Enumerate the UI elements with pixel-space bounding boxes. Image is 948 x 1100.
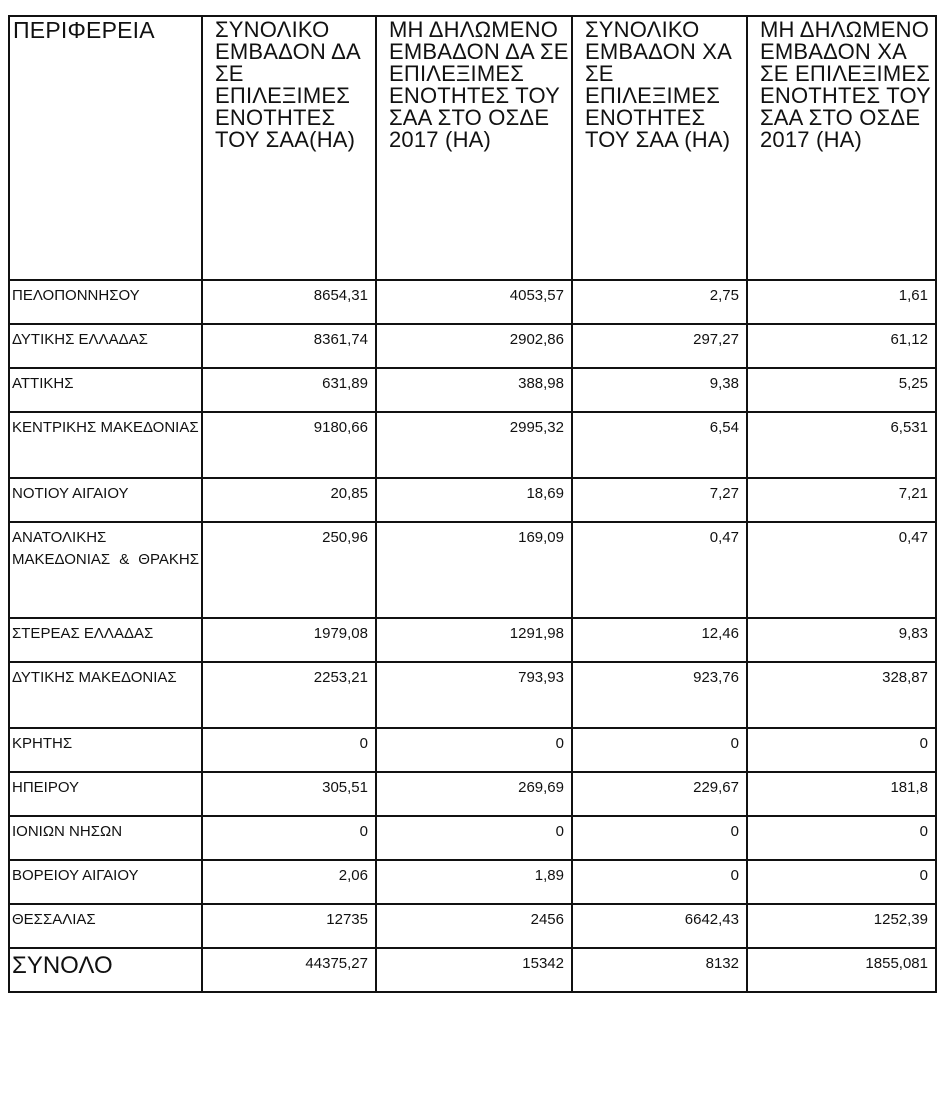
total-xa-cell: 12,46 xyxy=(572,618,747,662)
total-da-cell: 0 xyxy=(202,816,376,860)
table-row xyxy=(9,280,936,324)
undeclared-xa-cell: 181,8 xyxy=(747,772,936,816)
undeclared-da-cell: 169,09 xyxy=(376,522,572,618)
total-xa-cell: 8132 xyxy=(572,948,747,992)
total-da-cell: 2,06 xyxy=(202,860,376,904)
region-cell: ΑΤΤΙΚΗΣ xyxy=(9,368,202,412)
header-total-da: ΣΥΝΟΛΙΚΟ ΕΜΒΑΔΟΝ ΔΑ ΣΕ ΕΠΙΛΕΞΙΜΕΣ ΕΝΟΤΗΤΕΣ ΤΟΥ ΣΑΑ(HA) xyxy=(202,16,376,280)
total-xa-cell: 229,67 xyxy=(572,772,747,816)
header-total-xa: ΣΥΝΟΛΙΚΟ ΕΜΒΑΔΟΝ ΧΑ ΣΕ ΕΠΙΛΕΞΙΜΕΣ ΕΝΟΤΗΤΕΣ ΤΟΥ ΣΑΑ (HA) xyxy=(572,16,747,280)
total-da-cell: 2253,21 xyxy=(202,662,376,728)
region-cell: ΔΥΤΙΚΗΣ ΕΛΛΑΔΑΣ xyxy=(9,324,202,368)
undeclared-da-cell: 2456 xyxy=(376,904,572,948)
table-row xyxy=(9,618,936,662)
table-row xyxy=(9,728,936,772)
table-row xyxy=(9,522,936,618)
undeclared-da-cell: 1,89 xyxy=(376,860,572,904)
table-total-row xyxy=(9,948,936,992)
table-header-row xyxy=(9,16,936,280)
region-cell: ΘΕΣΣΑΛΙΑΣ xyxy=(9,904,202,948)
undeclared-xa-cell: 1855,081 xyxy=(747,948,936,992)
undeclared-xa-cell: 0 xyxy=(747,728,936,772)
total-xa-cell: 297,27 xyxy=(572,324,747,368)
undeclared-xa-cell: 7,21 xyxy=(747,478,936,522)
total-xa-cell: 7,27 xyxy=(572,478,747,522)
total-label-cell: ΣΥΝΟΛΟ xyxy=(9,948,202,992)
region-cell: ΠΕΛΟΠΟΝΝΗΣΟΥ xyxy=(9,280,202,324)
table-row xyxy=(9,478,936,522)
region-area-table xyxy=(8,15,937,993)
table-row xyxy=(9,368,936,412)
region-cell: ΝΟΤΙΟΥ ΑΙΓΑΙΟΥ xyxy=(9,478,202,522)
region-cell: ΔΥΤΙΚΗΣ ΜΑΚΕΔΟΝΙΑΣ xyxy=(9,662,202,728)
table-row xyxy=(9,904,936,948)
undeclared-xa-cell: 0 xyxy=(747,860,936,904)
undeclared-da-cell: 388,98 xyxy=(376,368,572,412)
total-xa-cell: 0 xyxy=(572,816,747,860)
total-xa-cell: 9,38 xyxy=(572,368,747,412)
undeclared-xa-cell: 1252,39 xyxy=(747,904,936,948)
table-row xyxy=(9,662,936,728)
total-da-cell: 8361,74 xyxy=(202,324,376,368)
undeclared-da-cell: 15342 xyxy=(376,948,572,992)
region-cell: ΣΤΕΡΕΑΣ ΕΛΛΑΔΑΣ xyxy=(9,618,202,662)
total-xa-cell: 6,54 xyxy=(572,412,747,478)
total-xa-cell: 0,47 xyxy=(572,522,747,618)
undeclared-xa-cell: 61,12 xyxy=(747,324,936,368)
total-da-cell: 250,96 xyxy=(202,522,376,618)
header-undeclared-da: ΜΗ ΔΗΛΩΜΕΝΟ ΕΜΒΑΔΟΝ ΔΑ ΣΕ ΕΠΙΛΕΞΙΜΕΣ ΕΝΟΤΗΤΕΣ ΤΟΥ ΣΑΑ ΣΤΟ ΟΣΔΕ 2017 (HA) xyxy=(376,16,572,280)
table-row xyxy=(9,412,936,478)
table-row xyxy=(9,816,936,860)
total-da-cell: 1979,08 xyxy=(202,618,376,662)
undeclared-xa-cell: 0,47 xyxy=(747,522,936,618)
undeclared-da-cell: 793,93 xyxy=(376,662,572,728)
region-cell: ΑΝΑΤΟΛΙΚΗΣ ΜΑΚΕΔΟΝΙΑΣ & ΘΡΑΚΗΣ xyxy=(9,522,202,618)
undeclared-xa-cell: 328,87 xyxy=(747,662,936,728)
total-da-cell: 0 xyxy=(202,728,376,772)
region-cell: ΚΕΝΤΡΙΚΗΣ ΜΑΚΕΔΟΝΙΑΣ xyxy=(9,412,202,478)
undeclared-da-cell: 0 xyxy=(376,728,572,772)
undeclared-da-cell: 0 xyxy=(376,816,572,860)
undeclared-da-cell: 4053,57 xyxy=(376,280,572,324)
total-da-cell: 12735 xyxy=(202,904,376,948)
total-xa-cell: 6642,43 xyxy=(572,904,747,948)
total-da-cell: 305,51 xyxy=(202,772,376,816)
undeclared-xa-cell: 6,531 xyxy=(747,412,936,478)
undeclared-da-cell: 18,69 xyxy=(376,478,572,522)
total-xa-cell: 0 xyxy=(572,860,747,904)
total-da-cell: 20,85 xyxy=(202,478,376,522)
region-cell: ΗΠΕΙΡΟΥ xyxy=(9,772,202,816)
table-row xyxy=(9,772,936,816)
undeclared-xa-cell: 9,83 xyxy=(747,618,936,662)
undeclared-xa-cell: 5,25 xyxy=(747,368,936,412)
region-cell: ΚΡΗΤΗΣ xyxy=(9,728,202,772)
region-cell: ΙΟΝΙΩΝ ΝΗΣΩΝ xyxy=(9,816,202,860)
region-cell: ΒΟΡΕΙΟΥ ΑΙΓΑΙΟΥ xyxy=(9,860,202,904)
undeclared-xa-cell: 1,61 xyxy=(747,280,936,324)
total-xa-cell: 923,76 xyxy=(572,662,747,728)
undeclared-da-cell: 269,69 xyxy=(376,772,572,816)
undeclared-xa-cell: 0 xyxy=(747,816,936,860)
header-region: ΠΕΡΙΦΕΡΕΙΑ xyxy=(9,16,202,280)
total-da-cell: 44375,27 xyxy=(202,948,376,992)
undeclared-da-cell: 2995,32 xyxy=(376,412,572,478)
table-row xyxy=(9,324,936,368)
total-da-cell: 9180,66 xyxy=(202,412,376,478)
table-row xyxy=(9,860,936,904)
total-da-cell: 8654,31 xyxy=(202,280,376,324)
total-xa-cell: 0 xyxy=(572,728,747,772)
undeclared-da-cell: 2902,86 xyxy=(376,324,572,368)
total-da-cell: 631,89 xyxy=(202,368,376,412)
total-xa-cell: 2,75 xyxy=(572,280,747,324)
undeclared-da-cell: 1291,98 xyxy=(376,618,572,662)
header-undeclared-xa: ΜΗ ΔΗΛΩΜΕΝΟ ΕΜΒΑΔΟΝ ΧΑ ΣΕ ΕΠΙΛΕΞΙΜΕΣ ΕΝΟΤΗΤΕΣ ΤΟΥ ΣΑΑ ΣΤΟ ΟΣΔΕ 2017 (HA) xyxy=(747,16,936,280)
